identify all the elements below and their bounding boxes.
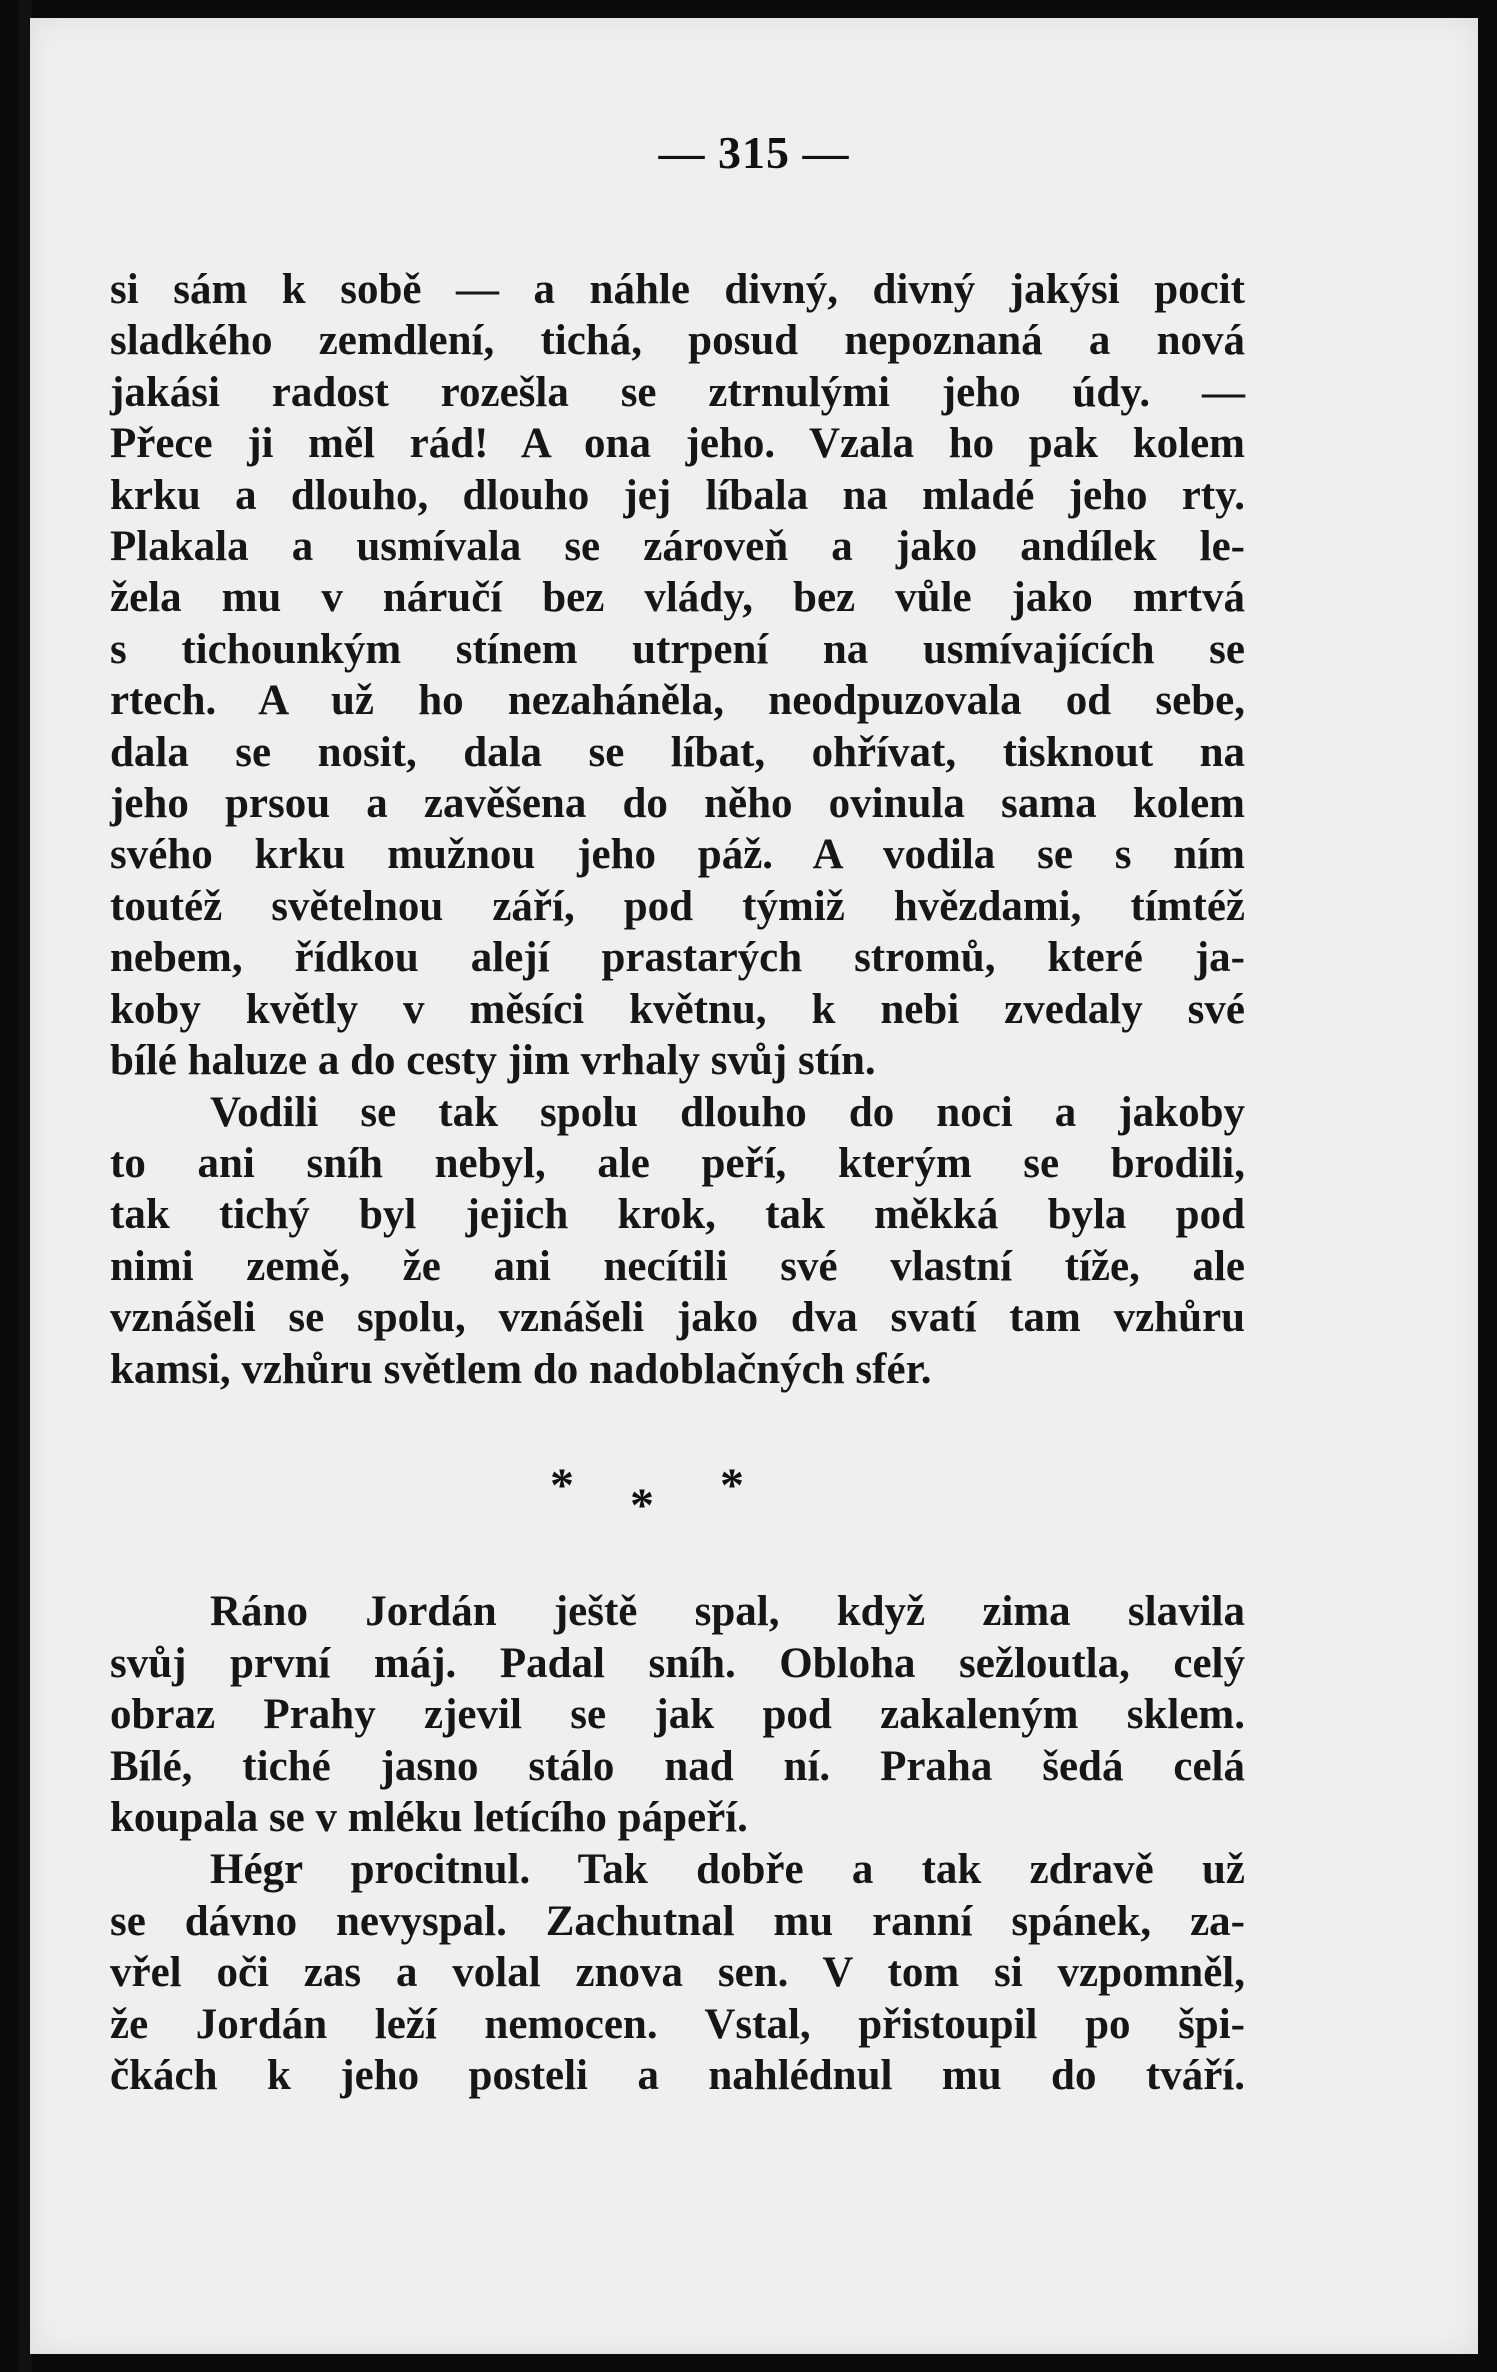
text-line: svého krku mužnou jeho páž. A vodila se s ním bbox=[110, 831, 1245, 879]
text-line: toutéž světelnou září, pod týmiž hvězdami, tímtéž bbox=[110, 882, 1245, 930]
text-line: tak tichý byl jejich krok, tak měkká byla pod bbox=[110, 1191, 1245, 1239]
text-line: bílé haluze a do cesty jim vrhaly svůj stín. bbox=[110, 1037, 876, 1085]
text-block-lower bbox=[110, 1586, 1245, 2102]
page-number: — 315 — bbox=[658, 127, 850, 178]
book-page bbox=[30, 18, 1478, 2354]
text-line: dala se nosit, dala se líbat, ohřívat, tisknout na bbox=[110, 728, 1245, 776]
asterisk-mark: * bbox=[630, 1479, 654, 1532]
text-line: Plakala a usmívala se zároveň a jako andílek le- bbox=[110, 523, 1245, 571]
text-line: vřel oči zas a volal znova sen. V tom si vzpomněl, bbox=[110, 1949, 1245, 1997]
text-line: sladkého zemdlení, tichá, posud nepoznaná a nová bbox=[110, 317, 1245, 365]
text-line: kamsi, vzhůru světlem do nadoblačných sfér. bbox=[110, 1345, 932, 1393]
text-line: Přece ji měl rád! A ona jeho. Vzala ho pak kolem bbox=[110, 420, 1245, 468]
text-line: koby květly v měsíci květnu, k nebi zvedaly své bbox=[110, 985, 1245, 1033]
text-line: rtech. A už ho nezaháněla, neodpuzovala od sebe, bbox=[110, 677, 1245, 725]
text-line: žela mu v náručí bez vlády, bez vůle jako mrtvá bbox=[110, 574, 1245, 622]
text-line: to ani sníh nebyl, ale peří, kterým se brodili, bbox=[110, 1139, 1245, 1187]
section-separator bbox=[530, 1458, 830, 1532]
text-line: čkách k jeho posteli a nahlédnul mu do tváří. bbox=[110, 2052, 1245, 2100]
text-line: jeho prsou a zavěšena do něho ovinula sama kolem bbox=[110, 780, 1245, 828]
text-line: nimi země, že ani necítili své vlastní tíže, ale bbox=[110, 1242, 1245, 1290]
text-line: Hégr procitnul. Tak dobře a tak zdravě už bbox=[210, 1845, 1245, 1893]
text-line: s tichounkým stínem utrpení na usmívajících se bbox=[110, 625, 1245, 673]
text-line: že Jordán leží nemocen. Vstal, přistoupil po špi- bbox=[110, 2000, 1245, 2048]
text-line: se dávno nevyspal. Zachutnal mu ranní spánek, za- bbox=[110, 1897, 1245, 1945]
text-line: Ráno Jordán ještě spal, když zima slavila bbox=[210, 1588, 1245, 1635]
text-line: svůj první máj. Padal sníh. Obloha sežloutla, celý bbox=[110, 1639, 1245, 1687]
text-line: si sám k sobě — a náhle divný, divný jakýsi pocit bbox=[110, 266, 1245, 313]
text-line: nebem, řídkou alejí prastarých stromů, které ja- bbox=[110, 934, 1245, 982]
text-line: jakási radost rozešla se ztrnulými jeho údy. — bbox=[110, 368, 1245, 416]
text-line: vznášeli se spolu, vznášeli jako dva svatí tam vzhůru bbox=[110, 1294, 1245, 1342]
text-line: koupala se v mléku letícího pápeří. bbox=[110, 1794, 748, 1842]
text-line: obraz Prahy zjevil se jak pod zakaleným sklem. bbox=[110, 1691, 1245, 1739]
text-line: Bílé, tiché jasno stálo nad ní. Praha šedá celá bbox=[110, 1742, 1245, 1790]
text-line: krku a dlouho, dlouho jej líbala na mladé jeho rty. bbox=[110, 471, 1245, 519]
text-line: Vodili se tak spolu dlouho do noci a jakoby bbox=[210, 1088, 1245, 1136]
asterisk-mark: * bbox=[720, 1459, 744, 1512]
text-block-upper bbox=[110, 264, 1245, 1395]
asterisk-mark: * bbox=[550, 1459, 574, 1512]
